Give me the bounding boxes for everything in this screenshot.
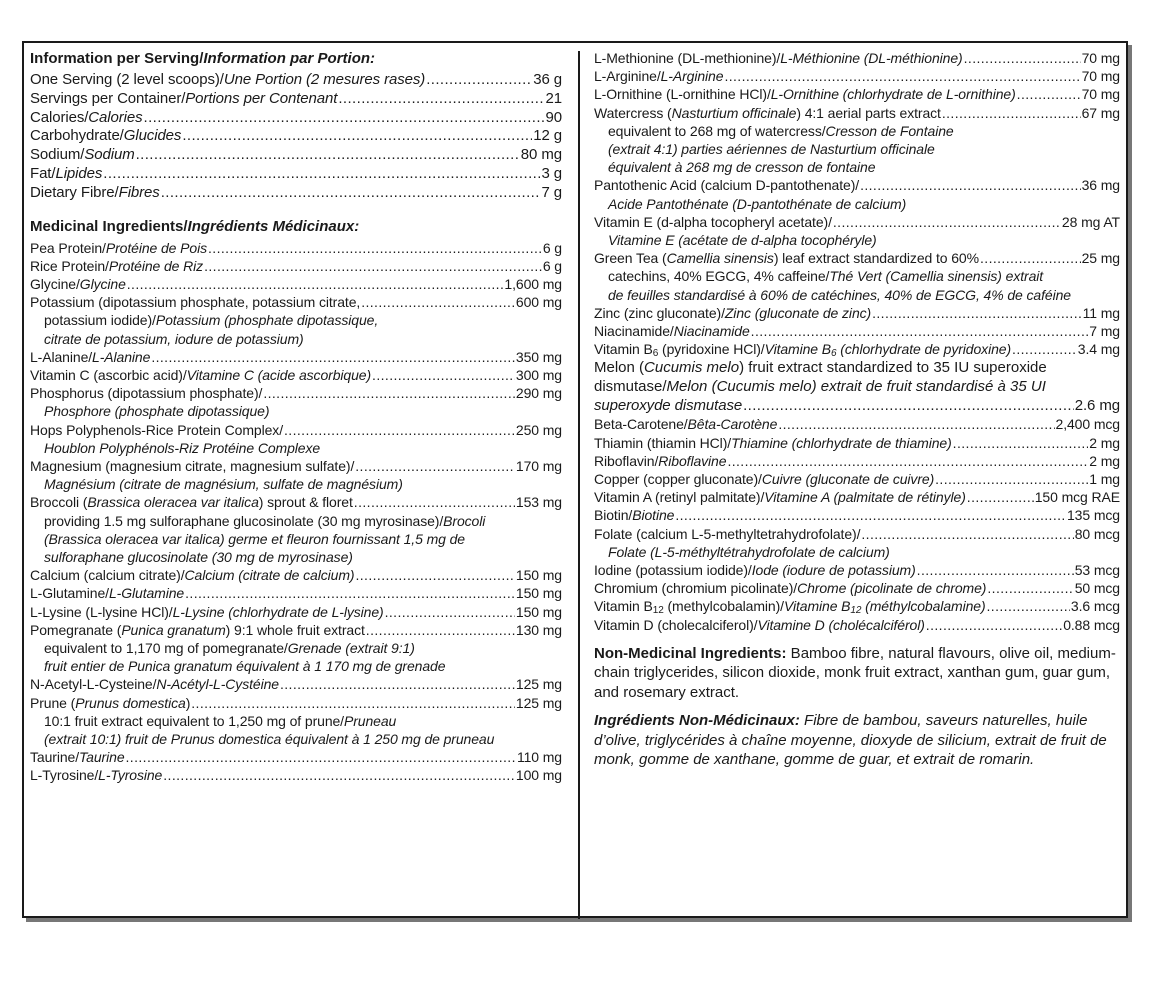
ingredient-row: Potassium (dipotassium phosphate, potassium citrate, ..... 600 mg — [30, 293, 562, 311]
ingredient-continuation: fruit entier de Punica granatum équivalent à 1 170 mg de grenade — [44, 658, 446, 675]
serving-info-list — [30, 71, 562, 203]
serving-row: Sodium/Sodium ..... 80 mg — [30, 146, 562, 165]
ingredient-row: Glycine/Glycine ..... 1,600 mg — [30, 275, 562, 293]
ingredient-continuation: sulforaphane glucosinolate (30 mg de myrosinase) — [44, 549, 353, 566]
ingredient-row: L-Methionine (DL-methionine)/L-Méthionine (DL-méthionine) ..... 70 mg — [594, 49, 1120, 67]
ingredient-continuation: (Brassica oleracea var italica) germe et fleuron fournissant 1,5 mg de — [44, 530, 465, 547]
ingredient-row: Folate (calcium L-5-methyltetrahydrofolate)/ ..... 80 mcg — [594, 525, 1120, 543]
serving-row: Carbohydrate/Glucides ..... 12 g — [30, 127, 562, 146]
ingredient-row: Zinc (zinc gluconate)/Zinc (gluconate de zinc) ..... 11 mg — [594, 304, 1120, 322]
ingredient-row: Phosphorus (dipotassium phosphate)/ ..... 290 mg — [30, 384, 562, 402]
ingredient-row: Pea Protein/Protéine de Pois ..... 6 g — [30, 239, 562, 257]
ingredient-row: Vitamin $B_6$ (pyridoxine HCl)/Vitamine $B_6$ (chlorhydrate de pyridoxine) ..... 3.4 mg — [594, 340, 1120, 358]
medicinal-heading: Medicinal Ingredients/Ingrédients Médicinaux: — [30, 217, 360, 235]
ingredient-row: L-Glutamine/L-Glutamine ..... 150 mg — [30, 584, 562, 602]
serving-row: Dietary Fibre/Fibres ..... 7 g — [30, 184, 562, 203]
ingredient-continuation: équivalent à 268 mg de cresson de fontaine — [608, 159, 876, 176]
ingredient-row: L-Tyrosine/L-Tyrosine ..... 100 mg — [30, 766, 562, 784]
ingredient-row: Riboflavin/Riboflavine ..... 2 mg — [594, 452, 1120, 470]
ingredient-row: Vitamin C (ascorbic acid)/Vitamine C (acide ascorbique) ..... 300 mg — [30, 366, 562, 384]
ingredient-row: Vitamin $B_{12}$ (methylcobalamin)/Vitamine $B_{12}$ (méthylcobalamine) ..... 3.6 mcg — [594, 597, 1120, 615]
ingredient-row: Biotin/Biotine ..... 135 mcg — [594, 506, 1120, 524]
non-medicinal-fr: Ingrédients Non-Médicinaux: Fibre de bambou, saveurs naturelles, huile d’olive, triglycérides à chaîne moyenne, dioxyde de silicium, extrait de fruit de monk, gomme de xanthane, gomme de guar, et extrait de romarin. — [594, 712, 1107, 769]
ingredient-continuation: de feuilles standardisé à 60% de catéchines, 40% de EGCG, 4% de caféine — [608, 286, 1071, 303]
ingredient-continuation: citrate de potassium, iodure de potassium) — [44, 330, 304, 347]
serving-heading: Information per Serving/Information par Portion: — [30, 50, 376, 67]
left-column — [30, 49, 562, 785]
serving-row: Servings per Container/Portions per Contenant ..... 21 — [30, 90, 562, 109]
ingredient-row: Vitamin E (d-alpha tocopheryl acetate)/ ..... 28 mg AT — [594, 213, 1120, 231]
ingredient-row: Hops Polyphenols-Rice Protein Complex/ ..... 250 mg — [30, 421, 562, 439]
ingredient-row: Vitamin A (retinyl palmitate)/Vitamine A (palmitate de rétinyle) ..... 150 mcg RAE — [594, 488, 1120, 506]
ingredient-continuation: equivalent to 1,170 mg of pomegranate/Grenade (extrait 9:1) — [44, 640, 415, 657]
ingredient-row: Chromium (chromium picolinate)/Chrome (picolinate de chrome) ..... 50 mcg — [594, 579, 1120, 597]
column-divider — [578, 51, 580, 919]
ingredient-row: Vitamin D (cholecalciferol)/Vitamine D (cholécalciférol) ..... 0.88 mcg — [594, 616, 1120, 634]
ingredient-continuation: catechins, 40% EGCG, 4% caffeine/Thé Vert (Camellia sinensis) extrait — [608, 268, 1044, 285]
ingredient-continuation: equivalent to 268 mg of watercress/Cresson de Fontaine — [608, 122, 954, 139]
ingredient-row: Watercress (Nasturtium officinale) 4:1 aerial parts extract ..... 67 mg — [594, 104, 1120, 122]
non-medicinal-en: Non-Medicinal Ingredients: Bamboo fibre, natural flavours, olive oil, medium-chain triglycerides, silicon dioxide, monk fruit extract, xanthan gum, guar gum, and rosemary extract. — [594, 644, 1116, 701]
right-column — [594, 49, 1120, 770]
ingredient-row: Copper (copper gluconate)/Cuivre (gluconate de cuivre) ..... 1 mg — [594, 470, 1120, 488]
ingredient-continuation: Acide Pantothénate (D-pantothénate de calcium) — [608, 195, 907, 212]
ingredient-row: Thiamin (thiamin HCl)/Thiamine (chlorhydrate de thiamine) ..... 2 mg — [594, 434, 1120, 452]
ingredient-row: Calcium (calcium citrate)/Calcium (citrate de calcium) ..... 150 mg — [30, 566, 562, 584]
serving-row: Fat/Lipides ..... 3 g — [30, 165, 562, 184]
ingredient-row: Broccoli (Brassica oleracea var italica) sprout & floret ..... 153 mg — [30, 493, 562, 511]
ingredient-continuation: (extrait 10:1) fruit de Prunus domestica équivalent à 1 250 mg de pruneau — [44, 731, 495, 748]
ingredient-continuation: Folate (L-5-méthyltétrahydrofolate de calcium) — [608, 543, 890, 560]
supplement-facts-panel — [22, 41, 1128, 918]
ingredient-continuation: Phosphore (phosphate dipotassique) — [44, 403, 270, 420]
medicinal-ingredients-left — [30, 239, 562, 785]
ingredient-row: Prune (Prunus domestica) ..... 125 mg — [30, 694, 562, 712]
ingredient-continuation: providing 1.5 mg sulforaphane glucosinolate (30 mg myrosinase)/Brocoli — [44, 512, 486, 529]
ingredient-continuation: (extrait 4:1) parties aériennes de Nasturtium officinale — [608, 141, 935, 158]
ingredient-row: Green Tea (Camellia sinensis) leaf extract standardized to 60% ..... 25 mg — [594, 249, 1120, 267]
ingredient-row: Niacinamide/Niacinamide ..... 7 mg — [594, 322, 1120, 340]
ingredient-continuation: Vitamine E (acétate de d-alpha tocophéryle) — [608, 232, 877, 249]
ingredient-row: Beta-Carotene/Bêta-Carotène ..... 2,400 mcg — [594, 415, 1120, 433]
medicinal-ingredients-right — [594, 49, 1120, 358]
ingredient-row: Iodine (potassium iodide)/Iode (iodure de potassium) ..... 53 mcg — [594, 561, 1120, 579]
ingredient-row: L-Alanine/L-Alanine ..... 350 mg — [30, 348, 562, 366]
ingredient-row: Rice Protein/Protéine de Riz ..... 6 g — [30, 257, 562, 275]
ingredient-row: Magnesium (magnesium citrate, magnesium sulfate)/ ..... 170 mg — [30, 457, 562, 475]
ingredient-row: L-Arginine/L-Arginine ..... 70 mg — [594, 67, 1120, 85]
ingredient-row: Pomegranate (Punica granatum) 9:1 whole fruit extract ..... 130 mg — [30, 621, 562, 639]
ingredient-row: Pantothenic Acid (calcium D-pantothenate)/ ..... 36 mg — [594, 176, 1120, 194]
ingredient-row: L-Lysine (L-lysine HCl)/L-Lysine (chlorhydrate de L-lysine) ..... 150 mg — [30, 603, 562, 621]
ingredient-row: Taurine/Taurine ..... 110 mg — [30, 748, 562, 766]
ingredient-row: N-Acetyl-L-Cysteine/N-Acétyl-L-Cystéine ..... 125 mg — [30, 675, 562, 693]
ingredient-melon: Melon (Cucumis melo) fruit extract standardized to 35 IU superoxide dismutase/Melon (Cucumis melo) extrait de fruit standardisé à 35 UI superoxyde dismutase ..... 2.6 mg — [594, 358, 1120, 415]
ingredient-continuation: Houblon Polyphénols-Riz Protéine Complexe — [44, 439, 321, 456]
ingredient-row: L-Ornithine (L-ornithine HCl)/L-Ornithine (chlorhydrate de L-ornithine) ..... 70 mg — [594, 85, 1120, 103]
medicinal-ingredients-right-2 — [594, 415, 1120, 633]
ingredient-continuation: 10:1 fruit extract equivalent to 1,250 mg of prune/Pruneau — [44, 712, 397, 729]
serving-row: Calories/Calories ..... 90 — [30, 109, 562, 128]
ingredient-continuation: Magnésium (citrate de magnésium, sulfate de magnésium) — [44, 476, 403, 493]
serving-row: One Serving (2 level scoops)/Une Portion (2 mesures rases) ..... 36 g — [30, 71, 562, 90]
ingredient-continuation: potassium iodide)/Potassium (phosphate dipotassique, — [44, 312, 379, 329]
